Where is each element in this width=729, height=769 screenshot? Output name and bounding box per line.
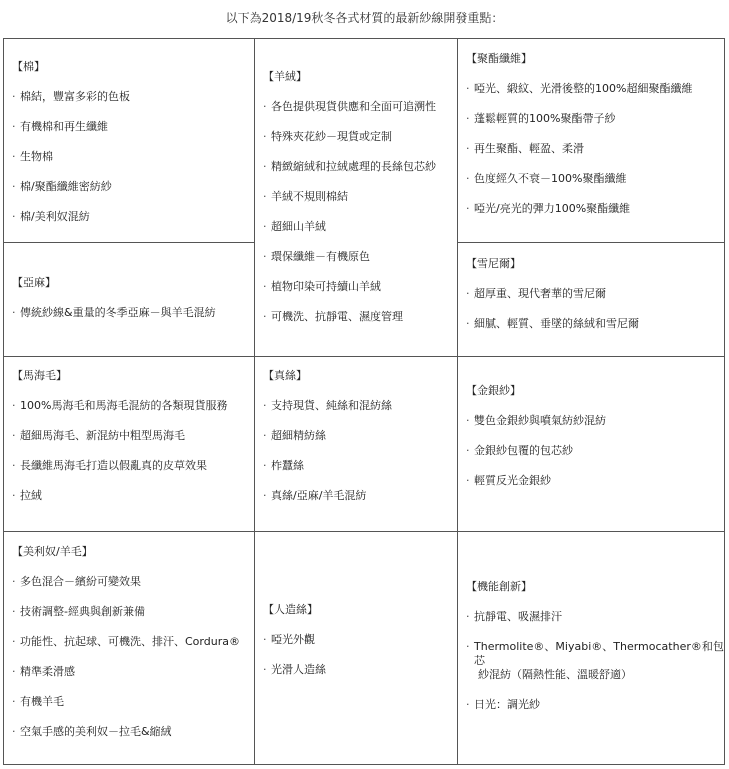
section-title-chenille: 【雪尼爾】 [466, 257, 521, 270]
functional-list [458, 610, 724, 712]
section-title-polyester: 【聚酯纖維】 [466, 52, 532, 65]
chenille-list [458, 287, 724, 331]
section-synthetic [255, 531, 458, 764]
section-cotton [4, 39, 255, 242]
list-item: · 啞光外觀 [263, 633, 457, 647]
list-item: · 羊絨不規則棉結 [263, 190, 457, 204]
list-item: · 特殊夾花紗－現貨或定制 [263, 130, 457, 144]
section-title-merino: 【美利奴/羊毛】 [12, 545, 93, 558]
list-item: · 可機洗、抗靜電、濕度管理 [263, 310, 457, 324]
list-item: · 棉結，豐富多彩的色板 [12, 90, 254, 104]
list-item-line: 紗混紡（隔熱性能、溫暖舒適） [478, 668, 632, 681]
list-item: · 抗靜電、吸濕排汗 [466, 610, 724, 624]
page-heading: 以下為2018/19秋冬各式材質的最新紗線開發重點： [225, 11, 504, 25]
list-item: · 功能性、抗起球、可機洗、排汗、Cordura® [12, 635, 254, 649]
list-item: · 精準柔滑感 [12, 665, 254, 679]
list-item: · 支持現貨、純絲和混紡絲 [263, 399, 457, 413]
list-item: · 再生聚酯、輕盈、柔滑 [466, 142, 724, 156]
section-merino [4, 531, 255, 764]
list-item: · 輕質反光金銀紗 [466, 474, 724, 488]
section-title-synthetic: 【人造絲】 [263, 603, 318, 616]
list-item: · 雙色金銀紗與噴氣紡紗混紡 [466, 414, 724, 428]
list-item: · 棉/聚酯纖維密紡紗 [12, 180, 254, 194]
list-item: · 各色提供現貨供應和全面可追溯性 [263, 100, 457, 114]
section-cashmere [255, 39, 458, 356]
list-item: · 技術調整-經典與創新兼備 [12, 605, 254, 619]
list-item: · 金銀紗包覆的包芯紗 [466, 444, 724, 458]
list-item: · 精緻縮絨和拉絨處理的長絲包芯紗 [263, 160, 457, 174]
section-title-cashmere: 【羊絨】 [263, 70, 307, 83]
cotton-list [4, 90, 254, 224]
list-item: · 空氣手感的美利奴－拉毛&縮絨 [12, 725, 254, 739]
cashmere-list [255, 100, 457, 324]
silk-list [255, 399, 457, 503]
section-title-linen: 【亞麻】 [12, 276, 56, 289]
list-item: · 環保纖維－有機原色 [263, 250, 457, 264]
list-item: · 超厚重、現代奢華的雪尼爾 [466, 287, 724, 301]
list-item: · 棉/美利奴混紡 [12, 210, 254, 224]
section-title-silk: 【真絲】 [263, 369, 307, 382]
section-title-metallic: 【金銀紗】 [466, 384, 521, 397]
merino-list [4, 575, 254, 739]
section-metallic [458, 356, 724, 531]
section-title-mohair: 【馬海毛】 [12, 369, 67, 382]
list-item: · 啞光/亮光的彈力100%聚酯纖維 [466, 202, 724, 216]
list-item: · 多色混合－繽紛可變效果 [12, 575, 254, 589]
section-functional [458, 531, 724, 764]
list-item: · 長纖維馬海毛打造以假亂真的皮草效果 [12, 459, 254, 473]
mohair-list [4, 399, 254, 503]
section-silk [255, 356, 458, 531]
list-item: · 色度經久不衰－100%聚酯纖維 [466, 172, 724, 186]
list-item: · 柞蠶絲 [263, 459, 457, 473]
list-item: · 傳統紗線&重量的冬季亞麻－與羊毛混紡 [12, 306, 254, 320]
list-item: · 超細山羊絨 [263, 220, 457, 234]
list-item: · 光滑人造絲 [263, 663, 457, 677]
list-item: · 有機羊毛 [12, 695, 254, 709]
list-item: · 有機棉和再生纖維 [12, 120, 254, 134]
polyester-list [458, 82, 724, 216]
list-item: · 真絲/亞麻/羊毛混紡 [263, 489, 457, 503]
yarn-table [3, 38, 725, 765]
list-item-line: Thermolite®、Miyabi®、Thermocather®和包芯 [474, 640, 724, 667]
synthetic-list [255, 633, 457, 677]
list-item: · 生物棉 [12, 150, 254, 164]
list-item: · 細膩、輕質、垂墜的絲絨和雪尼爾 [466, 317, 724, 331]
section-chenille [458, 242, 724, 356]
list-item: · 植物印染可持續山羊絨 [263, 280, 457, 294]
list-item: · 拉絨 [12, 489, 254, 503]
list-item: · 超細馬海毛、新混紡中粗型馬海毛 [12, 429, 254, 443]
section-mohair [4, 356, 255, 531]
list-item: · 日光：調光紗 [466, 698, 724, 712]
section-title-functional: 【機能創新】 [466, 580, 532, 593]
list-item: · 蓬鬆輕質的100%聚酯帶子紗 [466, 112, 724, 126]
section-title-cotton: 【棉】 [12, 60, 45, 73]
list-item [466, 640, 724, 682]
metallic-list [458, 414, 724, 488]
linen-list [4, 306, 254, 320]
list-item: · 啞光、緞紋、光滑後整的100%超細聚酯纖維 [466, 82, 724, 96]
section-linen [4, 242, 255, 356]
section-polyester [458, 39, 724, 242]
list-item: · 100%馬海毛和馬海毛混紡的各類現貨服務 [12, 399, 254, 413]
list-item: · 超細精紡絲 [263, 429, 457, 443]
